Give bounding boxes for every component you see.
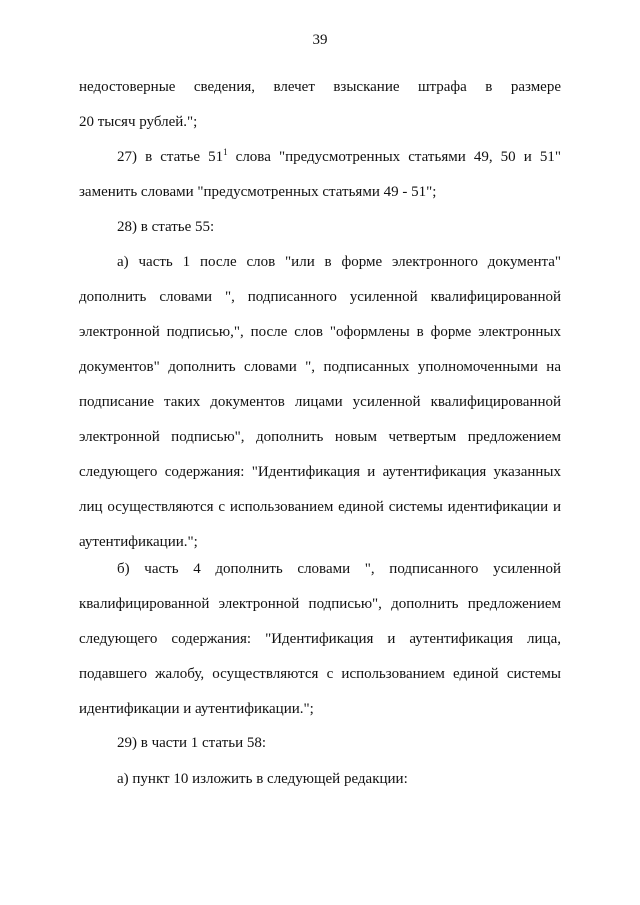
- item-27-lead: 27) в статье 51: [117, 149, 224, 165]
- superscript: 1: [223, 147, 228, 157]
- text-line: б) часть 4 дополнить словами ", подписанного усиленной: [117, 561, 561, 577]
- paragraph-item-29a: [79, 762, 561, 797]
- text-line: аутентификации.";: [79, 534, 198, 550]
- text-line: лиц осуществляются с использованием единой системы идентификации и: [79, 499, 561, 515]
- text-line: недостоверные сведения, влечет взыскание штрафа в размере: [79, 79, 561, 95]
- text-line: 28) в статье 55:: [117, 219, 215, 235]
- text-line: электронной подписью", дополнить новым четвертым предложением: [79, 429, 561, 445]
- paragraph-item-28b: [79, 552, 561, 727]
- text-line: дополнить словами ", подписанного усиленной квалифицированной: [79, 289, 561, 305]
- paragraph-continuation: [79, 70, 561, 140]
- paragraph-item-27: [79, 140, 561, 210]
- text-line: а) пункт 10 изложить в следующей редакции:: [117, 771, 408, 787]
- text-line: [79, 140, 561, 175]
- text-line: подавшего жалобу, осуществляются с использованием единой системы: [79, 666, 561, 682]
- text-line: следующего содержания: "Идентификация и аутентификация указанных: [79, 464, 561, 480]
- text-line: 29) в части 1 статьи 58:: [117, 735, 267, 751]
- text-line: идентификации и аутентификации.";: [79, 701, 314, 717]
- item-27-tail: слова "предусмотренных статьями 49, 50 и 51": [227, 149, 562, 165]
- text-line: электронной подписью,", после слов "оформлены в форме электронных: [79, 324, 561, 340]
- paragraph-item-28: [79, 210, 561, 245]
- text-line: а) часть 1 после слов "или в форме электронного документа": [117, 254, 561, 270]
- text-line: следующего содержания: "Идентификация и аутентификация лица,: [79, 631, 561, 647]
- text-line: 20 тысяч рублей.";: [79, 114, 198, 130]
- page-number: 39: [312, 32, 328, 48]
- text-line: документов" дополнить словами ", подписанных уполномоченными на: [79, 359, 561, 375]
- paragraph-item-28a: [79, 245, 561, 560]
- text-line: заменить словами "предусмотренных статьями 49 - 51";: [79, 184, 437, 200]
- text-line: подписание таких документов лицами усиленной квалифицированной: [79, 394, 561, 410]
- paragraph-item-29: [79, 726, 561, 761]
- text-line: квалифицированной электронной подписью", дополнить предложением: [79, 596, 561, 612]
